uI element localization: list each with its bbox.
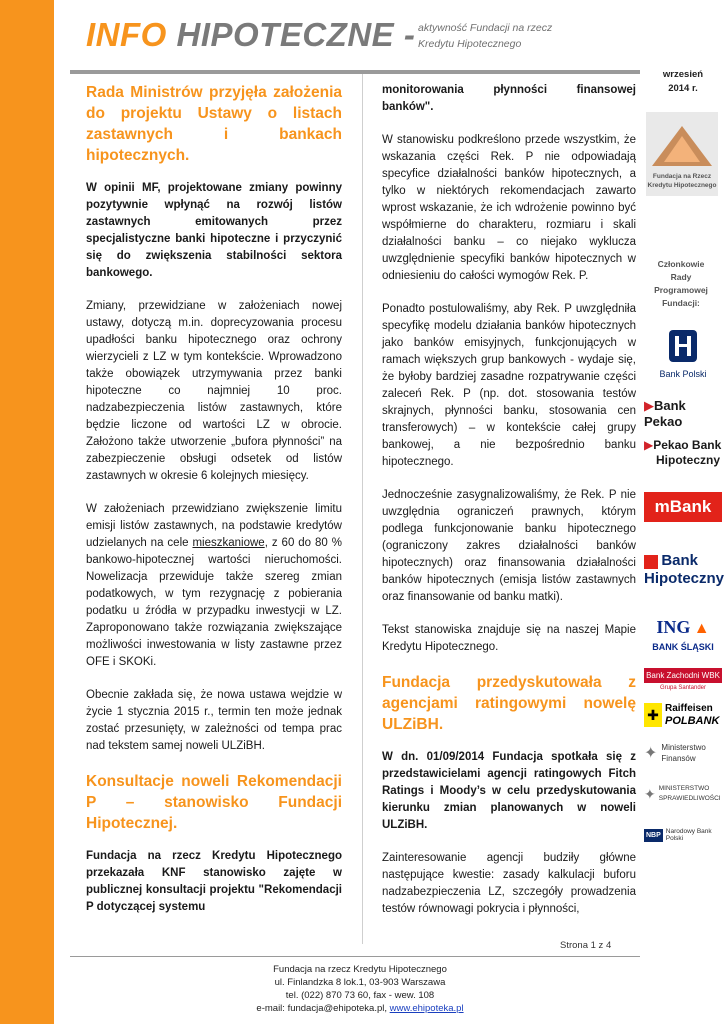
header-divider — [70, 70, 640, 74]
right-column — [382, 82, 636, 934]
footer-address: ul. Finlandzka 8 lok.1, 03-903 Warszawa — [274, 977, 446, 988]
paragraph-limit-emisji — [86, 501, 342, 671]
logo-mbank — [644, 492, 722, 522]
fundacja-logo-icon — [646, 112, 718, 196]
paragraph-termin: Obecnie zakłada się, że nowa ustawa wejdzie w życie 1 stycznia 2015 r., termin ten może jednak zostać przesunięty, w zależności od tempa prac nad tekstem samej noweli ULZiBH. — [86, 689, 342, 752]
mbank-hip-bank-label: Bank — [661, 552, 699, 569]
footer-divider — [70, 956, 640, 957]
logo-ministerstwo-sprawiedliwosci — [644, 784, 722, 804]
logo-mbank-hipoteczny — [644, 552, 722, 588]
mbank-hip-hipoteczny-label: Hipoteczny — [644, 570, 724, 587]
text-span: W założeniach przewidziano zwiększenie limitu emisji listów zastawnych, na podstawie kredytów udzielanych na cele — [86, 503, 342, 549]
newsletter-subtitle — [418, 20, 588, 52]
paragraph-mapa: Tekst stanowiska znajduje się na naszej Mapie Kredytu Hipotecznego. — [382, 624, 636, 653]
ing-label: ING — [656, 617, 691, 637]
raiffeisen-icon: ✚ — [644, 703, 662, 727]
members-label — [650, 258, 712, 310]
raiffeisen-label: Raiffeisen — [665, 703, 713, 714]
ms-line-1: MINISTERSTWO — [658, 785, 710, 792]
footer-contact — [180, 963, 540, 1015]
logo-ing-bank-slaski — [644, 618, 722, 656]
logo-ministerstwo-finansow — [644, 742, 722, 764]
ms-line-2: SPRAWIEDLIWOŚCI — [658, 795, 721, 802]
nbp-icon: NBP — [644, 829, 663, 842]
footer-website-link[interactable]: www.ehipoteka.pl — [389, 1003, 464, 1014]
left-column — [86, 82, 342, 932]
logo-text-1: Fundacja na Rzecz — [652, 173, 712, 180]
bzwbk-label: Bank Zachodni WBK — [644, 668, 722, 683]
pko-bp-label: Bank Polski — [659, 369, 707, 379]
article-heading-rada-ministrow: Rada Ministrów przyjęła założenia do projektu Ustawy o listach zastawnych i bankach hipotecznych. — [86, 84, 342, 164]
logo-bz-wbk — [644, 668, 722, 694]
eagle-icon: ✦ — [644, 786, 656, 802]
page-number: Strona 1 z 4 — [560, 940, 612, 951]
newsletter-title — [86, 16, 415, 54]
column-separator — [362, 74, 363, 944]
footer-org-name: Fundacja na rzecz Kredytu Hipotecznego — [273, 964, 447, 975]
members-line: Programowej — [654, 285, 708, 295]
santander-label: Grupa Santander — [659, 685, 707, 691]
lead-paragraph: W opinii MF, projektowane zmiany powinny pozytywnie wpłynąć na rozwój listów zastawnych emitowanych przez specjalistyczne banki hipoteczne i przyczynić się do zwiększenia stabilności sektora bankowego. — [86, 182, 342, 279]
article-heading-konsultacje: Konsultacje noweli Rekomendacji P – stanowisko Fundacji Hipotecznej. — [86, 773, 342, 832]
footer-email: e-mail: fundacja@ehipoteka.pl, — [256, 1003, 390, 1014]
ing-lion-icon: ▲ — [693, 620, 710, 637]
nbp-label: Narodowy Bank Polski — [665, 828, 712, 842]
paragraph-zmiany: Zmiany, przewidziane w założeniach nowej ustawy, dotyczą m.in. doprecyzowania procesu upadłości banku hipotecznego oraz ochrony wierzycieli z LZ w tym kontekście. Wprowadzono także obowiązek utrzymywania przez banki hipoteczne co najmniej 10 proc. nadzabezpieczenia listów zastawnych, które będzie liczone od wartości LZ w obrocie. Założono także utworzenie „bufora płynności” na zabezpieczenie obsługi odsetek od listów zastawnych w okresie 6 kolejnych miesięcy. — [86, 300, 342, 482]
pekao-bank-label: Pekao Bank — [653, 438, 722, 452]
issue-date — [648, 68, 718, 96]
mbank-hip-icon — [644, 555, 658, 569]
paragraph-zainteresowanie: Zainteresowanie agencji budziły główne następujące kwestie: zasady kalkulacji buforu nadzabezpieczenia LZ, szczegóły prowadzenia testów równowagi pokrycia i płynności, — [382, 852, 636, 915]
mbank-label: mBank — [654, 497, 712, 516]
paragraph-continuation: monitorowania płynności finansowej banków". — [382, 84, 636, 113]
text-span: , z 60 do 80 % bankowo-hipotecznej wartości nieruchomości. Nowelizacja przewiduje także szereg zmian podatkowych, w tym rezygnację z pobierania podatku u źródła w przypadku inwestycji w LZ. Zaproponowano także rozwiązania zwiększające możliwości inwestowania w listy zastawne przez OFE i SKOKi. — [86, 537, 342, 668]
subtitle-line-2: Kredytu Hipotecznego — [418, 38, 522, 50]
paragraph-postulaty: Ponadto postulowaliśmy, aby Rek. P uwzględniła specyfikę modelu działania banków hipotecznych jako banków emisyjnych, funkcjonujących w ramach większych grup bankowych - wydaje się, że byłoby bardziej zasadne rozpatrywanie części zaleceń Rek. P (np. dot. stosowania testów skrajnych, płynności banku, stosowania cen transferowych) – w kontekście całej grupy bankowej, a nie bezpośrednio banku hipotecznego. — [382, 303, 636, 468]
mf-line-2: Finansów — [661, 754, 696, 763]
title-hipoteczne: HIPOTECZNE - — [176, 16, 416, 53]
orange-side-bar — [0, 0, 54, 1024]
logo-pekao-bank-hipoteczny — [644, 438, 722, 468]
logo-pko-bp — [644, 326, 722, 379]
underlined-word: mieszkaniowe — [192, 537, 265, 549]
ing-bank-slaski-label: BANK ŚLĄSKI — [652, 642, 714, 652]
mf-line-1: Ministerstwo — [661, 743, 706, 752]
polbank-label: POLBANK — [665, 715, 720, 727]
pekao-swirl-icon: ▶ — [644, 398, 654, 413]
title-info: INFO — [86, 16, 167, 53]
pekao-hipoteczny-label: Hipoteczny — [656, 453, 721, 467]
logo-text-2: Kredytu Hipotecznego — [647, 182, 717, 189]
eagle-icon: ✦ — [644, 744, 658, 762]
logo-raiffeisen-polbank — [644, 702, 722, 728]
members-line: Fundacji: — [662, 298, 700, 308]
article-heading-agencje: Fundacja przedyskutowała z agencjami ratingowymi nowelę ULZiBH. — [382, 674, 636, 733]
members-line: Rady — [670, 272, 692, 282]
paragraph-ograniczenia: Jednocześnie zasygnalizowaliśmy, że Rek. P nie uwzględnia ograniczeń prawnych, którym podlega funkcjonowanie banku hipotecznego (ograniczony zakres działalności banków hipotecznych) oraz finansowania działalności banków hipotecznych (emisja listów zastawnych oraz finansowanie od banku matki). — [382, 489, 636, 603]
paragraph-stanowisko: W stanowisku podkreślono przede wszystkim, że wskazania części Rek. P nie odpowiadają specyfice działalności banków hipotecznych, a tylko w niektórych rekomendacjach zawarto wprost wskazanie, że ich wdrożenie powinno być współmierne do charakteru, rozmiaru i skali działalności banku – co niejako wyklucza uwzględnienie specyfiki banków hipotecznych w odniesieniu do całości wymogów Rek. P. — [382, 134, 636, 282]
members-line: Członkowie — [657, 259, 705, 269]
logo-nbp — [644, 828, 722, 842]
logo-bank-pekao — [644, 398, 722, 429]
pekao-hip-icon: ▶ — [644, 438, 654, 452]
date-year: 2014 r. — [668, 83, 698, 94]
paragraph-spotkanie: W dn. 01/09/2014 Fundacja spotkała się z przedstawicielami agencji ratingowych Fitch Ratings i Moody’s w celu przedyskutowania kierunku zmian planowanych w noweli ULZiBH. — [382, 751, 636, 831]
date-month: wrzesień — [662, 69, 704, 80]
footer-phone: tel. (022) 870 73 60, fax - wew. 108 — [285, 990, 435, 1001]
fundacja-logo — [646, 112, 718, 196]
pko-bp-icon — [663, 326, 703, 366]
subtitle-line-1: aktywność Fundacji na rzecz — [418, 22, 553, 34]
paragraph-fundacja-przekazala: Fundacja na rzecz Kredytu Hipotecznego przekazała KNF stanowisko zajęte w publicznej konsultacji projektu "Rekomendacji P dotyczącej systemu — [86, 850, 342, 913]
bank-pekao-label: Bank Pekao — [644, 398, 686, 429]
